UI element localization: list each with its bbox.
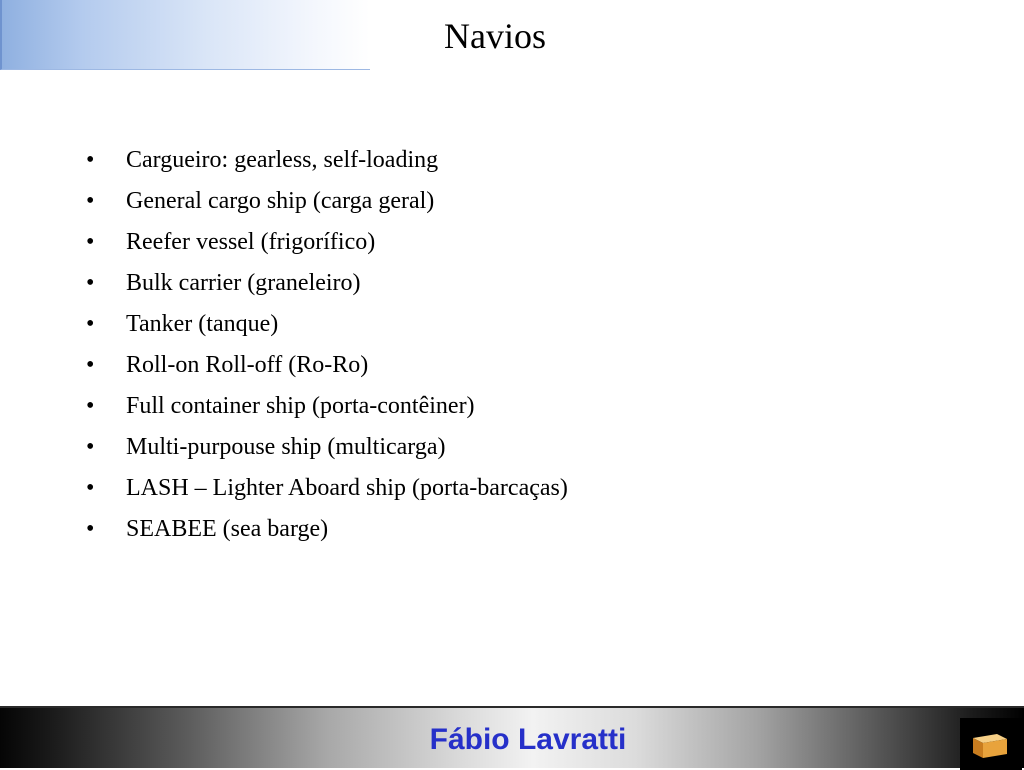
footer-bar	[0, 706, 1024, 768]
bullet-icon: •	[86, 188, 95, 214]
bullet-icon: •	[86, 393, 95, 419]
list-item	[86, 345, 568, 386]
list-item-text: Roll-on Roll-off (Ro-Ro)	[126, 352, 369, 378]
bullet-icon: •	[86, 516, 95, 542]
list-item-text: Full container ship (porta-contêiner)	[126, 393, 475, 419]
cube-box-icon	[970, 732, 1010, 760]
list-item-text: Multi-purpouse ship (multicarga)	[126, 434, 446, 460]
bullet-list	[86, 140, 568, 550]
bullet-icon: •	[86, 311, 95, 337]
bullet-icon: •	[86, 147, 95, 173]
list-item-text: Reefer vessel (frigorífico)	[126, 229, 376, 255]
bullet-icon: •	[86, 475, 95, 501]
list-item	[86, 468, 568, 509]
list-item	[86, 263, 568, 304]
list-item	[86, 509, 568, 550]
slide-title: Navios	[444, 16, 546, 56]
list-item	[86, 386, 568, 427]
author-name: Fábio Lavratti	[429, 723, 627, 756]
bullet-icon: •	[86, 434, 95, 460]
list-item	[86, 304, 568, 345]
list-item	[86, 222, 568, 263]
list-item	[86, 140, 568, 181]
list-item-text: Tanker (tanque)	[126, 311, 279, 337]
list-item-text: Cargueiro: gearless, self-loading	[126, 147, 439, 173]
list-item-text: Bulk carrier (graneleiro)	[126, 270, 361, 296]
logo	[960, 718, 1022, 770]
bullet-icon: •	[86, 352, 95, 378]
list-item-text: LASH – Lighter Aboard ship (porta-barcaças)	[126, 475, 568, 501]
list-item	[86, 181, 568, 222]
list-item	[86, 427, 568, 468]
list-item-text: SEABEE (sea barge)	[126, 516, 329, 542]
bullet-icon: •	[86, 229, 95, 255]
bullet-icon: •	[86, 270, 95, 296]
list-item-text: General cargo ship (carga geral)	[126, 188, 435, 214]
